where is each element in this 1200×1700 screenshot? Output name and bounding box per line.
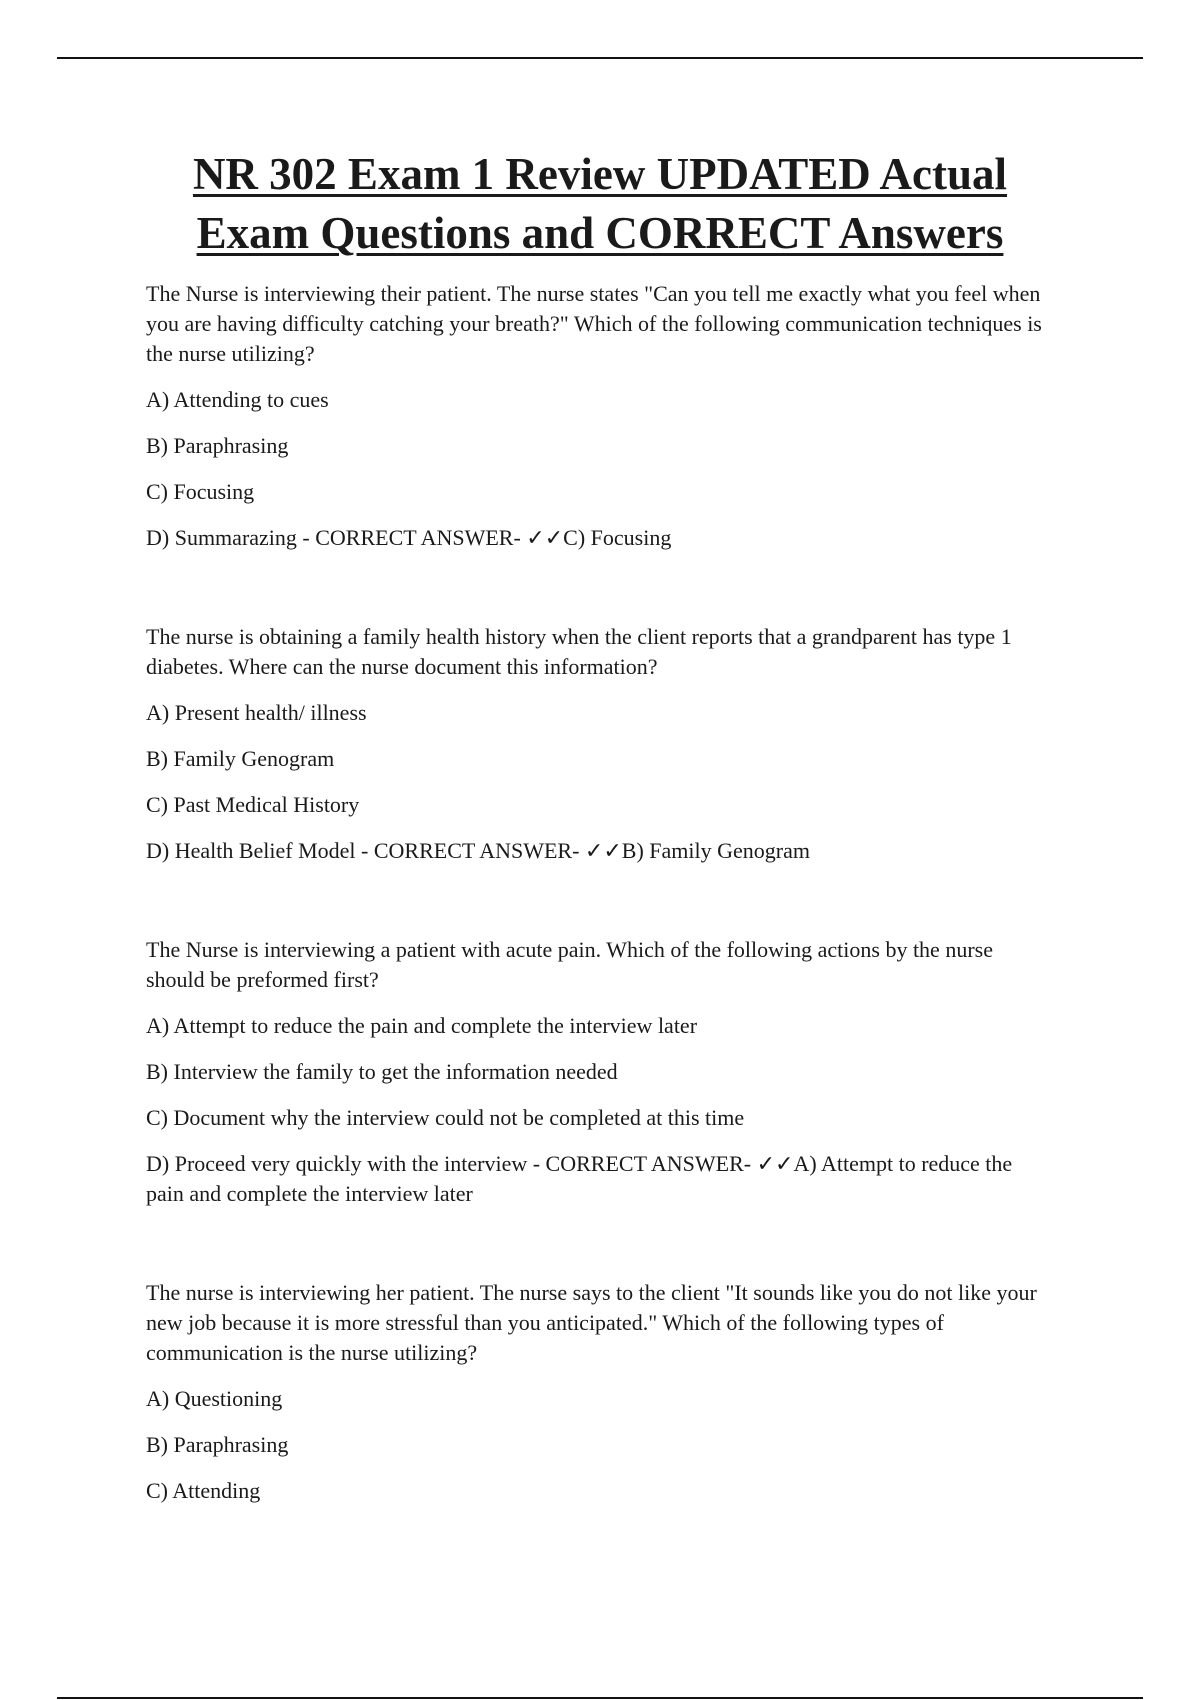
question-1-option-d-answer: D) Summarazing - CORRECT ANSWER- ✓✓C) Focusing — [146, 525, 672, 550]
question-2-options — [146, 698, 1046, 866]
question-4-option-a: A) Questioning — [146, 1386, 283, 1411]
question-1 — [146, 279, 1046, 553]
bottom-rule — [57, 1697, 1143, 1699]
question-3-options — [146, 1011, 1046, 1209]
top-rule — [57, 57, 1143, 59]
question-3-option-a: A) Attempt to reduce the pain and complete the interview later — [146, 1013, 698, 1038]
question-2-option-a: A) Present health/ illness — [146, 700, 367, 725]
question-4 — [146, 1278, 1046, 1506]
question-list — [146, 279, 1046, 1575]
document-title — [0, 145, 1200, 263]
question-3-option-c: C) Document why the interview could not be completed at this time — [146, 1105, 745, 1130]
question-2 — [146, 622, 1046, 866]
question-4-options — [146, 1384, 1046, 1506]
question-3 — [146, 935, 1046, 1209]
question-4-stem: The nurse is interviewing her patient. The nurse says to the client "It sounds like you do not like your new job because it is more stressful than you anticipated." Which of the following types of communication is the nurse utilizing? — [146, 1280, 1037, 1365]
question-4-option-c: C) Attending — [146, 1478, 261, 1503]
question-1-option-c: C) Focusing — [146, 479, 255, 504]
question-2-option-b: B) Family Genogram — [146, 746, 335, 771]
question-3-stem: The Nurse is interviewing a patient with acute pain. Which of the following actions by the nurse should be preformed first? — [146, 937, 993, 992]
question-2-option-c: C) Past Medical History — [146, 792, 360, 817]
question-2-option-d-answer: D) Health Belief Model - CORRECT ANSWER- ✓✓B) Family Genogram — [146, 838, 810, 863]
question-3-option-b: B) Interview the family to get the information needed — [146, 1059, 618, 1084]
question-1-option-a: A) Attending to cues — [146, 387, 329, 412]
question-3-option-d-answer: D) Proceed very quickly with the interview - CORRECT ANSWER- ✓✓A) Attempt to reduce the pain and complete the interview later — [146, 1151, 1013, 1206]
question-1-options — [146, 385, 1046, 553]
question-4-option-b: B) Paraphrasing — [146, 1432, 289, 1457]
document-title-line-2: Exam Questions and CORRECT Answers — [196, 208, 1004, 258]
question-1-option-b: B) Paraphrasing — [146, 433, 289, 458]
question-1-stem: The Nurse is interviewing their patient. The nurse states "Can you tell me exactly what you feel when you are having difficulty catching your breath?" Which of the following communication techniques is the nurse utilizing? — [146, 281, 1042, 366]
question-2-stem: The nurse is obtaining a family health history when the client reports that a grandparent has type 1 diabetes. Where can the nurse document this information? — [146, 624, 1012, 679]
document-title-line-1: NR 302 Exam 1 Review UPDATED Actual — [192, 149, 1008, 199]
